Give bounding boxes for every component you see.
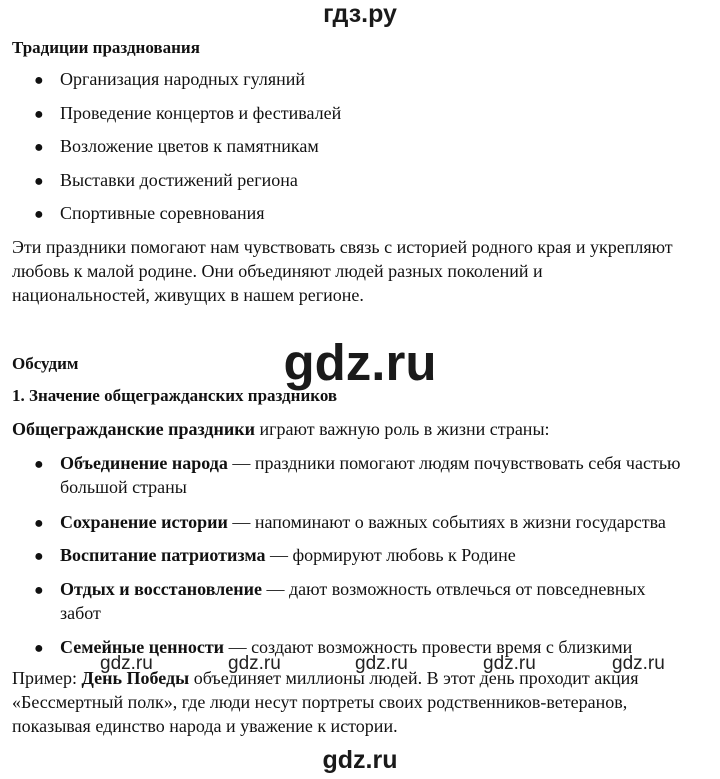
list-item-cont: забот <box>60 603 101 623</box>
list-item <box>60 576 646 602</box>
list-item <box>60 450 680 476</box>
bullet-icon: ● <box>34 139 44 156</box>
item-bold: Семейные ценности <box>60 637 225 657</box>
example-label: Пример: <box>12 668 82 688</box>
bullet-icon: ● <box>34 548 44 565</box>
item-bold: Объединение народа <box>60 453 228 473</box>
bullet-icon: ● <box>34 456 44 473</box>
bullet-icon: ● <box>34 206 44 223</box>
paragraph-line: Эти праздники помогают нам чувствовать связь с историей родного края и укрепляют <box>12 237 673 257</box>
item-rest: — праздники помогают людям почувствовать себя частью <box>227 453 681 473</box>
watermark-text: gdz.ru <box>483 653 536 674</box>
paragraph-line: национальностей, живущих в нашем регионе. <box>12 285 364 305</box>
subsection-title: 1. Значение общегражданских праздников <box>12 386 338 405</box>
bullet-icon: ● <box>34 72 44 89</box>
bullet-icon: ● <box>34 582 44 599</box>
example-line: «Бессмертный полк», где люди несут портреты своих родственников-ветеранов, <box>12 692 628 712</box>
site-logo-bottom: gdz.ru <box>322 746 398 774</box>
list-item-cont: большой страны <box>60 477 187 497</box>
list-item: Возложение цветов к памятникам <box>60 136 319 156</box>
bullet-icon: ● <box>34 640 44 657</box>
bullet-icon: ● <box>34 106 44 123</box>
item-rest: — создают возможность провести время с близкими <box>224 637 633 657</box>
discuss-title: Обсудим <box>12 354 79 373</box>
example-line: показывая единство народа и уважение к истории. <box>12 716 398 736</box>
example-rest: объединяет миллионы людей. В этот день проходит акция <box>189 668 639 688</box>
intro-bold: Общегражданские праздники <box>12 419 255 439</box>
watermark-text: gdz.ru <box>228 653 281 674</box>
site-logo-top: гдз.ру <box>323 0 397 28</box>
site-logo-center: gdz.ru <box>283 334 437 391</box>
watermark-text: gdz.ru <box>612 653 665 674</box>
list-item: Организация народных гуляний <box>60 69 306 89</box>
list-item: Спортивные соревнования <box>60 203 265 223</box>
intro-rest: играют важную роль в жизни страны: <box>255 419 550 439</box>
item-rest: — напоминают о важных событиях в жизни государства <box>227 512 666 532</box>
item-rest: — дают возможность отвлечься от повседневных <box>262 579 646 599</box>
paragraph-line: любовь к малой родине. Они объединяют людей разных поколений и <box>12 261 543 281</box>
list-item <box>60 542 516 568</box>
list-item <box>60 509 666 535</box>
section-title: Традиции празднования <box>12 38 200 57</box>
list-item: Проведение концертов и фестивалей <box>60 103 342 123</box>
item-rest: — формируют любовь к Родине <box>265 545 516 565</box>
item-bold: Сохранение истории <box>60 512 228 532</box>
example-bold: День Победы <box>81 668 190 688</box>
item-bold: Воспитание патриотизма <box>60 545 266 565</box>
intro-line <box>12 416 550 442</box>
bullet-icon: ● <box>34 173 44 190</box>
bullet-icon: ● <box>34 515 44 532</box>
item-bold: Отдых и восстановление <box>60 579 262 599</box>
list-item: Выставки достижений региона <box>60 170 298 190</box>
watermark-text: gdz.ru <box>100 653 153 674</box>
watermark-text: gdz.ru <box>355 653 408 674</box>
